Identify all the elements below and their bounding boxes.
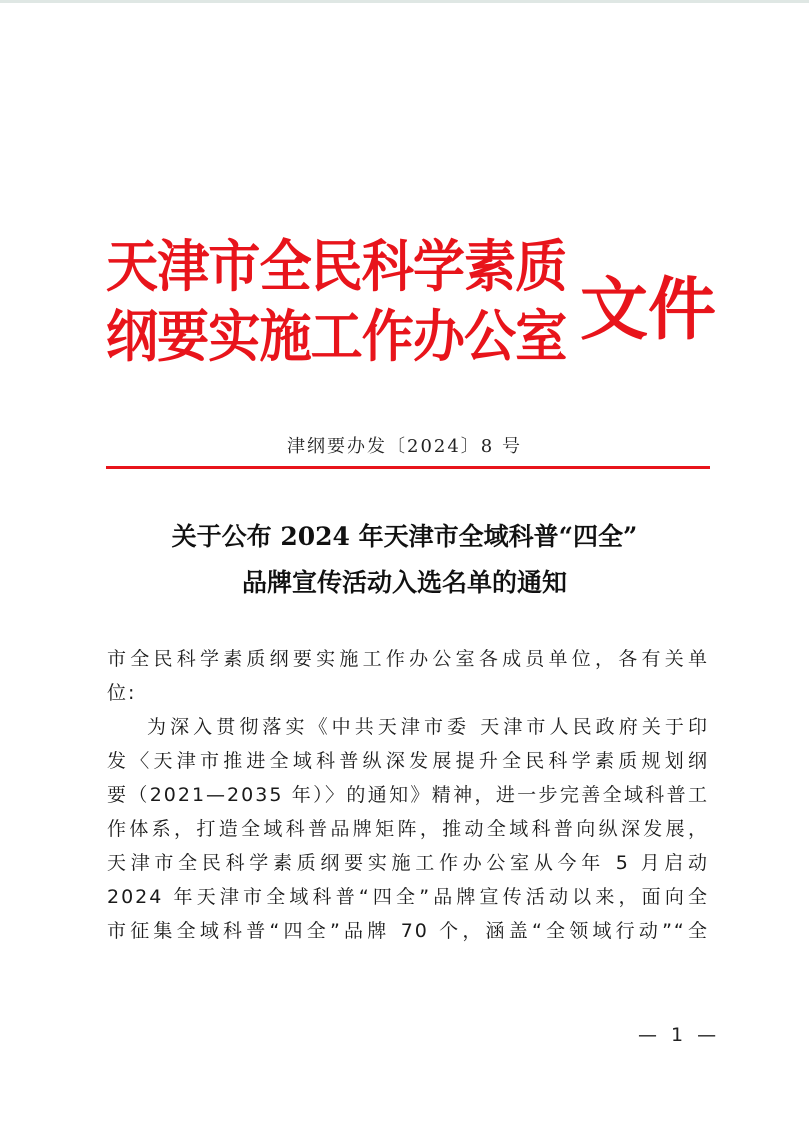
- top-border: [0, 0, 809, 3]
- issuer-line-1: 天津市全民科学素质: [106, 234, 567, 300]
- paragraph-line: 发〈天津市推进全域科普纵深发展提升全民科学素质规划纲: [107, 750, 709, 772]
- issuer-suffix: 文件: [580, 270, 717, 350]
- paragraph-line: 为深入贯彻落实《中共天津市委 天津市人民政府关于印: [147, 716, 709, 738]
- red-divider: [106, 466, 710, 469]
- issuing-authority: [106, 232, 576, 372]
- salutation-line-1: 市全民科学素质纲要实施工作办公室各成员单位，各有关单: [107, 648, 709, 670]
- salutation-line-2: 位:: [107, 682, 137, 704]
- paragraph-line: 天津市全民科学素质纲要实施工作办公室从今年 5 月启动: [107, 852, 709, 874]
- paragraph-line: 2024 年天津市全域科普“四全”品牌宣传活动以来，面向全: [107, 886, 709, 908]
- page-number: — 1 —: [638, 1024, 721, 1046]
- issuer-line-2: 纲要实施工作办公室: [106, 304, 567, 370]
- paragraph-line: 市征集全域科普“四全”品牌 70 个，涵盖“全领域行动”“全: [107, 920, 709, 942]
- paragraph-line: 要（2021—2035 年）〉的通知》精神，进一步完善全域科普工: [107, 784, 709, 806]
- document-body: [107, 642, 709, 948]
- document-number: 津纲要办发〔2024〕8 号: [287, 436, 522, 457]
- paragraph-line: 作体系，打造全域科普品牌矩阵，推动全域科普向纵深发展，: [107, 818, 709, 840]
- title-line-1: 关于公布 2024 年天津市全域科普“四全”: [171, 522, 638, 551]
- title-line-2: 品牌宣传活动入选名单的通知: [241, 568, 567, 597]
- document-title: [0, 514, 809, 606]
